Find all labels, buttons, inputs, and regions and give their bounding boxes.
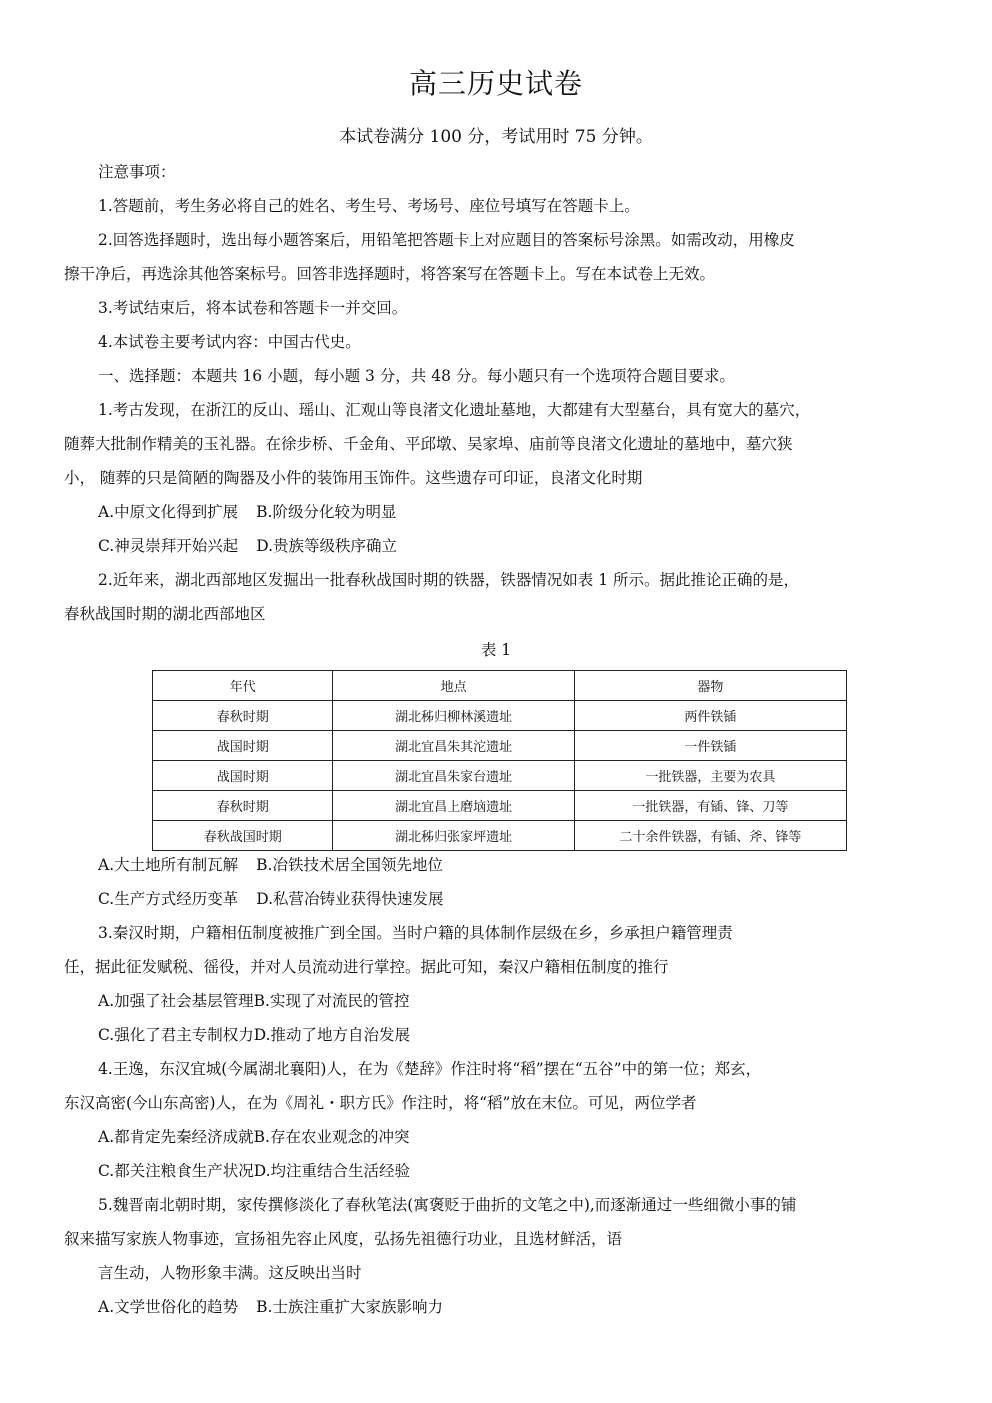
q3-options-row-1 [98,989,409,1011]
table-cell: 春秋时期 [153,701,333,731]
table-cell: 春秋时期 [153,791,333,821]
table-cell: 二十余件铁器，有锸、斧、锋等 [574,821,846,851]
table-cell: 战国时期 [153,761,333,791]
table-row [153,821,847,851]
table-cell: 湖北宜昌朱家台遗址 [333,761,574,791]
table-cell: 一批铁器，有锸、锋、刀等 [574,791,846,821]
q1-options-row-2 [98,534,397,556]
q5-line-3: 言生动，人物形象丰满。这反映出当时 [98,1264,362,1282]
q5-option-a: A.文学世俗化的趋势 [98,1298,239,1316]
q2-options-row-1 [98,853,443,875]
q1-option-c: C.神灵崇拜开始兴起 [98,537,239,555]
table-row [153,701,847,731]
q2-options-row-2 [98,887,444,909]
q3-option-a: A.加强了社会基层管理 [98,992,254,1010]
table-cell: 一件铁锸 [574,731,846,761]
q1-option-d: D.贵族等级秩序确立 [256,537,398,555]
q4-options-row-1 [98,1125,409,1147]
q4-line-2: 东汉高密(今山东高密)人，在为《周礼・职方氏》作注时，将“稻”放在末位。可见，两位学者 [64,1094,697,1112]
iron-artifacts-table [152,670,847,851]
q3-options-row-2 [98,1023,410,1045]
notice-item-1: 1.答题前，考生务必将自己的姓名、考生号、考场号、座位号填写在答题卡上。 [98,197,640,215]
notice-item-2-cont: 擦干净后，再选涂其他答案标号。回答非选择题时，将答案写在答题卡上。写在本试卷上无效。 [64,265,716,283]
page-title: 高三历史试卷 [408,67,583,100]
q4-line-1: 4.王逸，东汉宜城(今属湖北襄阳)人，在为《楚辞》作注时将“稻”摆在“五谷”中的第一位；郑玄， [98,1060,762,1078]
q2-option-c: C.生产方式经历变革 [98,890,239,908]
table-cell: 湖北宜昌上磨垴遗址 [333,791,574,821]
notice-item-3: 3.考试结束后，将本试卷和答题卡一并交回。 [98,299,408,317]
q1-options-row-1 [98,500,396,522]
table-caption: 表 1 [480,641,512,659]
q1-line-3: 小， 随葬的只是简陋的陶器及小件的装饰用玉饰件。这些遗存可印证，良渚文化时期 [64,469,643,487]
section-heading: 一、选择题：本题共 16 小题，每小题 3 分，共 48 分。每小题只有一个选项符合题目要求。 [98,367,735,385]
table-cell: 春秋战国时期 [153,821,333,851]
q1-line-1: 1.考古发现，在浙江的反山、瑶山、汇观山等良渚文化遗址墓地，大都建有大型墓台，具有宽大的墓穴， [98,401,811,419]
exam-subtitle: 本试卷满分 100 分，考试用时 75 分钟。 [339,127,653,147]
table-cell: 湖北秭归张家坪遗址 [333,821,574,851]
table-cell: 战国时期 [153,731,333,761]
q1-option-a: A.中原文化得到扩展 [98,503,239,521]
q3-option-b: B.实现了对流民的管控 [253,992,410,1010]
q5-option-b: B.士族注重扩大家族影响力 [256,1298,443,1316]
notice-item-2: 2.回答选择题时，选出每小题答案后，用铅笔把答题卡上对应题目的答案标号涂黑。如需改动，用橡皮 [98,231,795,249]
table-header-row [153,671,847,701]
table-header-artifacts: 器物 [574,671,846,701]
q2-line-1: 2.近年来，湖北西部地区发掘出一批春秋战国时期的铁器，铁器情况如表 1 所示。据此推论正确的是， [98,571,800,589]
q2-option-d: D.私营冶铸业获得快速发展 [256,890,444,908]
q3-line-1: 3.秦汉时期，户籍相伍制度被推广到全国。当时户籍的具体制作层级在乡，乡承担户籍管理责 [98,924,733,942]
q3-option-d: D.推动了地方自治发展 [253,1026,411,1044]
q3-option-c: C.强化了君主专制权力 [98,1026,254,1044]
q4-options-row-2 [98,1159,410,1181]
table-cell: 一批铁器，主要为农具 [574,761,846,791]
q4-option-d: D.均注重结合生活经验 [253,1162,411,1180]
q4-option-b: B.存在农业观念的冲突 [253,1128,410,1146]
table-row [153,761,847,791]
q5-line-2: 叙来描写家族人物事迹，宣扬祖先容止风度，弘扬先祖德行功业，且选材鲜活，语 [64,1230,623,1248]
table-header-era: 年代 [153,671,333,701]
q2-option-a: A.大土地所有制瓦解 [98,856,239,874]
q4-option-a: A.都肯定先秦经济成就 [98,1128,254,1146]
table-cell: 湖北秭归柳林溪遗址 [333,701,574,731]
q5-line-1: 5.魏晋南北朝时期，家传撰修淡化了春秋笔法(寓褒贬于曲折的文笔之中),而逐渐通过一些细微小事的铺 [98,1196,797,1214]
q5-options-row-1 [98,1295,443,1317]
q2-line-2: 春秋战国时期的湖北西部地区 [64,605,266,623]
table-row [153,731,847,761]
table-cell: 湖北宜昌朱其沱遗址 [333,731,574,761]
notice-heading: 注意事项： [98,163,176,181]
q2-option-b: B.冶铁技术居全国领先地位 [256,856,443,874]
table-cell: 两件铁锸 [574,701,846,731]
table-header-site: 地点 [333,671,574,701]
q1-line-2: 随葬大批制作精美的玉礼器。在徐步桥、千金角、平邱墩、吴家埠、庙前等良渚文化遗址的墓地中，墓穴狭 [64,435,793,453]
q1-option-b: B.阶级分化较为明显 [256,503,397,521]
notice-item-4: 4.本试卷主要考试内容：中国古代史。 [98,333,361,351]
table-row [153,791,847,821]
q4-option-c: C.都关注粮食生产状况 [98,1162,254,1180]
q3-line-2: 任，据此征发赋税、徭役，并对人员流动进行掌控。据此可知，秦汉户籍相伍制度的推行 [64,958,669,976]
